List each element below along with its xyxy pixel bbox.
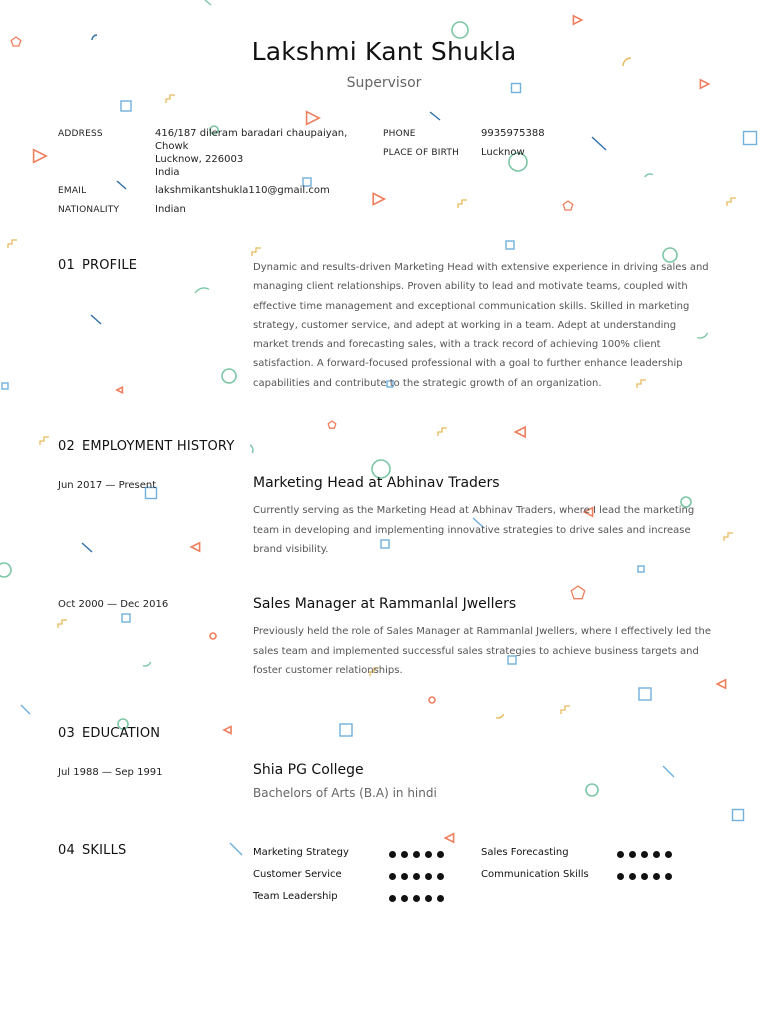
skill-dot	[437, 873, 444, 880]
skill-dot	[425, 895, 432, 902]
skill-name: Customer Service	[253, 869, 342, 880]
skill-dot	[617, 873, 624, 880]
skill-dot	[413, 873, 420, 880]
skill-dot	[629, 851, 636, 858]
section-number: 03	[58, 726, 75, 741]
profile-text: Dynamic and results-driven Marketing Head with extensive experience in driving sales and managing client relationships. Proven ability to lead and motivate teams, coupled with effective time management and exceptional communication skills. Skilled in marketing strategy, customer service, and adept at working in a team. Adept at understanding market trends and forecasting sales, with a track record of achieving 100% client satisfaction. A forward-focused professional with a goal to further enhance leadership capabilities and contribute to the strategic growth of an organization.	[253, 262, 709, 389]
skill-rating	[389, 873, 444, 880]
section-label: SKILLS	[81, 843, 127, 858]
section-number: 01	[58, 258, 75, 273]
skill-dot	[617, 851, 624, 858]
skill-rating	[617, 851, 672, 858]
job-dates: Oct 2000 — Dec 2016	[58, 599, 169, 610]
job-description: Currently serving as the Marketing Head at Abhinav Traders, where I lead the marketing team in developing and implementing innovative strategies to drive sales and increase brand visibility.	[253, 505, 695, 555]
skill-rating	[389, 895, 444, 902]
education-school: Shia PG College	[253, 762, 364, 778]
skill-dot	[665, 873, 672, 880]
section-number: 04	[58, 843, 75, 858]
section-label: EMPLOYMENT HISTORY	[81, 439, 235, 454]
email-value[interactable]: lakshmikantshukla110@gmail.com	[155, 185, 330, 196]
skill-dot	[425, 873, 432, 880]
section-title-education	[58, 726, 160, 741]
section-label: EDUCATION	[81, 726, 161, 741]
skill-dot	[665, 851, 672, 858]
section-number: 02	[58, 439, 75, 454]
nationality-value: Indian	[155, 204, 186, 215]
job-title: Sales Manager at Rammanlal Jwellers	[253, 596, 517, 612]
job-dates: Jun 2017 — Present	[58, 480, 157, 491]
skill-dot	[641, 851, 648, 858]
skill-rating	[389, 851, 444, 858]
address-value	[155, 127, 347, 179]
address-label: ADDRESS	[58, 129, 103, 139]
skill-dot	[389, 895, 396, 902]
skill-name: Marketing Strategy	[253, 847, 349, 858]
skill-dot	[653, 873, 660, 880]
skill-name: Sales Forecasting	[481, 847, 569, 858]
birth-value: Lucknow	[481, 147, 525, 158]
skill-name: Communication Skills	[481, 869, 589, 880]
section-title-profile	[58, 258, 137, 273]
skill-dot	[437, 851, 444, 858]
skill-dot	[425, 851, 432, 858]
phone-value: 9935975388	[481, 128, 545, 139]
address-line: India	[155, 167, 180, 178]
phone-label: PHONE	[383, 129, 416, 139]
address-line: Lucknow, 226003	[155, 154, 244, 165]
skill-dot	[413, 851, 420, 858]
skill-dot	[389, 851, 396, 858]
candidate-name: Lakshmi Kant Shukla	[251, 37, 517, 66]
address-line: 416/187 dileram baradari chaupaiyan,	[155, 128, 348, 139]
email-label: EMAIL	[58, 186, 87, 196]
education-dates: Jul 1988 — Sep 1991	[58, 767, 163, 778]
address-line: Chowk	[155, 141, 189, 152]
section-title-employment	[58, 439, 234, 454]
skill-dot	[629, 873, 636, 880]
skill-dot	[401, 873, 408, 880]
job-description: Previously held the role of Sales Manager at Rammanlal Jwellers, where I effectively led the sales team and implemented successful sales strategies to achieve business targets and foster customer relationships.	[253, 626, 712, 676]
education-degree: Bachelors of Arts (B.A) in hindi	[253, 786, 437, 800]
skill-dot	[641, 873, 648, 880]
skill-rating	[617, 873, 672, 880]
skill-dot	[389, 873, 396, 880]
section-title-skills	[58, 843, 127, 858]
skill-dot	[401, 895, 408, 902]
skill-dot	[653, 851, 660, 858]
skill-name: Team Leadership	[253, 891, 338, 902]
skill-dot	[401, 851, 408, 858]
skill-dot	[437, 895, 444, 902]
skill-dot	[413, 895, 420, 902]
job-title: Marketing Head at Abhinav Traders	[253, 475, 500, 491]
candidate-role: Supervisor	[346, 75, 422, 91]
section-label: PROFILE	[81, 258, 138, 273]
nationality-label: NATIONALITY	[58, 205, 120, 215]
birth-label: PLACE OF BIRTH	[383, 148, 460, 158]
